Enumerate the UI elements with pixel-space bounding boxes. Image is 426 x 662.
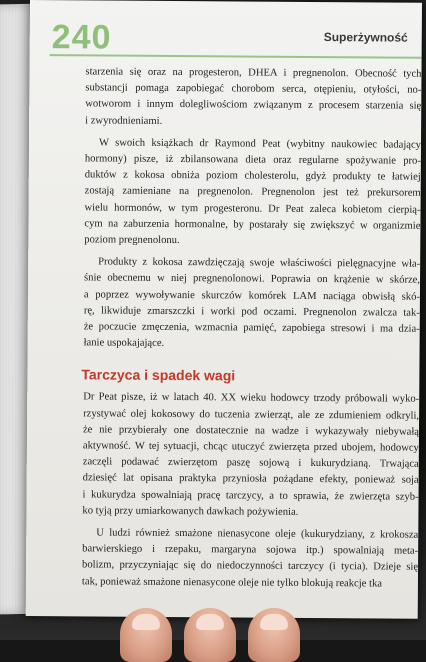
text-line: aktywność. W tej sytuacji, chcąc utuczyć zwierzęta przed ubojem, hodowcy bbox=[82, 440, 419, 454]
text-line: rę, likwiduje zmarszczki i worki pod oczami. Pregnenolon zwalcza tak- bbox=[83, 305, 420, 319]
finger bbox=[120, 608, 172, 662]
page-number: 240 bbox=[51, 18, 112, 57]
text-line: poziom pregnenolonu. bbox=[84, 234, 180, 247]
text-line: starzenia się oraz na progesteron, DHEA i pregnenolon. Obecność tych bbox=[85, 66, 422, 80]
text-line: dziesięć lat opisana praktyka przyniosła pożądane efekty, ponieważ soja bbox=[82, 472, 419, 487]
text-line: łanie uspokajające. bbox=[83, 337, 165, 350]
text-line: że nie przybierały one dostatecznie na wadze i wykazywały niebywałą bbox=[82, 424, 420, 438]
running-title: Superżywność bbox=[323, 30, 408, 45]
text-line: że poczucie zmęczenia, wzmacnia pamięć, zapobiega stresowi i ma dzia- bbox=[83, 321, 420, 335]
text-line: zostają zamieniane na pregnenolon. Pregnenolon jest też prekursorem bbox=[84, 185, 421, 200]
text-line: zaczęli podawać zwierzętom paszę sojową i kukurydzianą. Trwająca bbox=[82, 456, 419, 470]
finger bbox=[248, 608, 300, 662]
text-line: Dr Peat pisze, iż w latach 40. XX wieku hodowcy trzody próbowali wyko- bbox=[83, 391, 420, 406]
text-line: wielu hormonów, w tym progesteronu. Dr Peat zaleca kobietom cierpią- bbox=[84, 202, 421, 216]
text-line: U ludzi również smażone nienasycone oleje (kukurydziany, z krokosza bbox=[96, 527, 419, 541]
fingers bbox=[120, 598, 360, 648]
book-page bbox=[26, 0, 422, 619]
finger bbox=[184, 608, 236, 662]
text-line: substancji pomaga zapobiegać chorobom serca, otępieniu, otyłości, no- bbox=[85, 82, 422, 96]
text-line: tak, ponieważ smażone nienasycone oleje nie tylko blokują reakcje tka bbox=[81, 576, 383, 590]
text-line: a poprzez wywoływanie skurczów komórek LAM naciąga obwisłą skó- bbox=[83, 289, 420, 303]
section-heading: Tarczyca i spadek wagi bbox=[81, 366, 236, 384]
text-line: wotworom i innym dolegliwościom związanym z procesem starzenia się bbox=[85, 98, 422, 113]
text-line: śnie obecnemu w niej pregnenolonowi. Poprawia on krążenie w skórze, bbox=[84, 272, 421, 287]
text-line: barwierskiego i rzepaku, margaryna sojowa itp.) spowalniają meta- bbox=[82, 543, 419, 558]
text-line: W swoich książkach dr Raymond Peat (wybitny naukowiec badający bbox=[98, 137, 422, 151]
text-line: bolizm, przyczyniając się do niedoczynności tarczycy (i tycia). Dzieje się bbox=[82, 559, 419, 574]
text-line: duktów z kokosa obniża poziom cholesterolu, gdyż produkty te łatwiej bbox=[84, 169, 421, 183]
text-line: ko tyją przy umiarkowanych dawkach pożywienia. bbox=[82, 505, 299, 518]
text-line: cym na zaburzenia hormonalne, by postarały się zwiększyć w organizmie bbox=[84, 218, 421, 232]
text-line: i kukurydza spowalniają pracę tarczycy, a to sprawia, że zwierzęta szyb- bbox=[82, 489, 419, 503]
text-line: Produkty z kokosa zawdzięczają swoje właściwości pielęgnacyjne wła- bbox=[98, 256, 421, 270]
text-line: i zwyrodnieniami. bbox=[85, 114, 163, 127]
text-line: hormony) pisze, iż zbilansowana dieta oraz regularne spożywanie pro- bbox=[84, 153, 421, 167]
text-line: rzystywać olej kokosowy do tuczenia zwierząt, ale ze zdumieniem odkryli, bbox=[83, 408, 420, 422]
body-text bbox=[82, 64, 422, 598]
